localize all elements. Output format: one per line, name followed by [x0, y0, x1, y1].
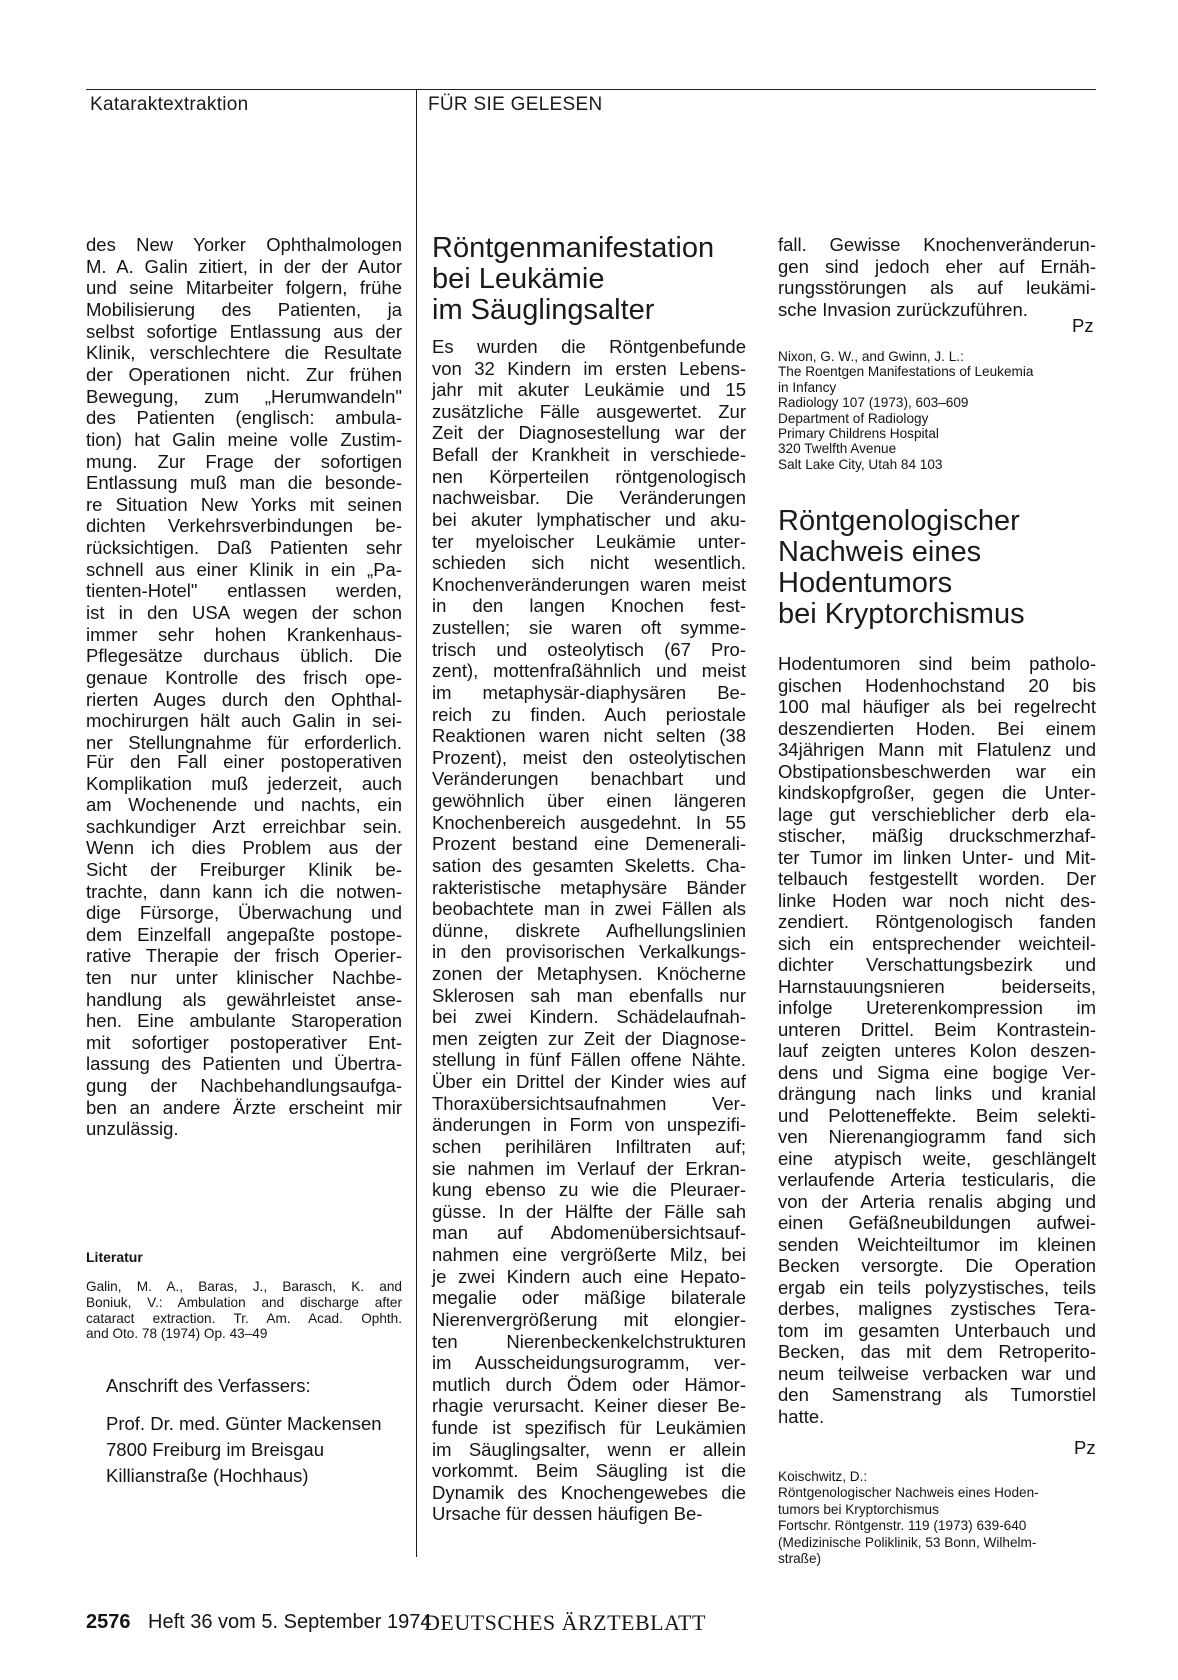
reference-line: Primary Childrens Hospital [778, 426, 939, 441]
address-line: Prof. Dr. med. Günter Mackensen [106, 1413, 382, 1434]
title-line: im Säuglingsalter [432, 294, 655, 326]
reference-line: in Infancy [778, 379, 837, 395]
body-line: bei zwei Kindern. Schädelaufnah- [432, 1006, 746, 1028]
body-line: rakteristische metaphysäre Bänder [432, 876, 746, 898]
body-line: den Samenstrang als Tumorstiel [778, 1384, 1096, 1405]
body-line: mit sofortiger postoperativer Ent- [86, 1031, 402, 1053]
body-line: hen. Eine ambulante Staroperation [86, 1010, 402, 1032]
body-line: ven Nierenangiogramm fand sich [778, 1126, 1096, 1147]
body-line: kung ebenso zu wie die Pleuraer- [432, 1179, 746, 1201]
body-line: Bewegung, zum „Herumwandeln" [86, 385, 402, 407]
title-line: Nachweis eines [778, 536, 982, 568]
body-line: neum teilweise verbacken war und [778, 1362, 1096, 1384]
address-line: Anschrift des Verfassers: [106, 1375, 311, 1396]
column-divider-left [416, 89, 417, 1557]
body-line: tion) hat Galin meine volle Zustim- [86, 428, 402, 450]
body-line: änderungen in Form von unspezifi- [432, 1114, 746, 1136]
body-line: ten Nierenbeckenkelchstrukturen [432, 1330, 746, 1352]
title-line: bei Kryptorchismus [778, 598, 1025, 630]
title-line: Röntgenologischer [778, 505, 1020, 537]
reference-line: Nixon, G. W., and Gwinn, J. L.: [778, 349, 964, 364]
body-line: stischer, mäßig druckschmerzhaf- [778, 825, 1096, 846]
reference-line: Radiology 107 (1973), 603–609 [778, 395, 969, 411]
body-line: zustellen; sie waren oft symme- [432, 617, 746, 639]
body-line: Becken, das mit dem Retroperito- [778, 1341, 1096, 1362]
body-line: Sklerosen sah man ebenfalls nur [432, 984, 746, 1006]
header-rule [86, 89, 1096, 90]
body-line: des New Yorker Ophthalmologen [86, 234, 402, 255]
body-line: mung. Zur Frage der sofortigen [86, 450, 402, 472]
body-line: dichter Verschattungsbezirk und [778, 954, 1096, 975]
body-line: deszendierten Hoden. Bei einem [778, 717, 1096, 739]
body-line: Knochenbereich ausgedehnt. In 55 [432, 811, 746, 833]
body-line: handlung als gewährleistet anse- [86, 988, 402, 1010]
body-line: trisch und osteolytisch (67 Pro- [432, 638, 746, 660]
body-line: sation des gesamten Skeletts. Cha- [432, 854, 746, 876]
body-line: beobachtete man in zwei Fällen als [432, 898, 746, 920]
body-line: dem Einzelfall angepaßte postope- [86, 923, 402, 945]
body-line: gung der Nachbehandlungsaufga- [86, 1075, 402, 1096]
body-line: Thoraxübersichtsaufnahmen Ver- [432, 1092, 746, 1114]
body-line: gischen Hodenhochstand 20 bis [778, 674, 1096, 696]
body-line: verlaufende Arteria testicularis, die [778, 1169, 1096, 1190]
body-line: Knochenveränderungen waren meist [432, 573, 746, 595]
body-line: und seine Mitarbeiter folgern, frühe [86, 277, 402, 299]
body-line: sche Invasion zurückzuführen. [778, 298, 1028, 320]
body-line: von der Arteria renalis abging und [778, 1190, 1096, 1212]
body-line: ben an andere Ärzte erscheint mir [86, 1096, 402, 1118]
body-line: Komplikation muß jederzeit, auch [86, 772, 402, 794]
reference-line: straße) [778, 1551, 822, 1566]
body-line: und Pelotteneffekte. Beim selekti- [778, 1104, 1096, 1126]
body-line: fall. Gewisse Knochenveränderun- [778, 234, 1096, 255]
body-line: unzulässig. [86, 1118, 179, 1140]
literatur-heading: Literatur [86, 1249, 143, 1265]
journal-name: DEUTSCHES ÄRZTEBLATT [424, 1610, 706, 1635]
title-line: Röntgenmanifestation [432, 232, 715, 264]
body-line: nachweisbar. Die Veränderungen [432, 487, 746, 509]
reference-line: Fortschr. Röntgenstr. 119 (1973) 639-640 [778, 1518, 1027, 1534]
body-line: Wenn ich dies Problem aus der [86, 837, 402, 859]
body-line: der Operationen nicht. Zur frühen [86, 363, 402, 385]
reference-line: Koischwitz, D.: [778, 1469, 868, 1484]
body-line: Mobilisierung des Patienten, ja [86, 298, 402, 320]
body-line: zent), mottenfraßähnlich und meist [432, 660, 746, 682]
body-line: rungsstörungen als auf leukämi- [778, 277, 1096, 299]
header-section-left: Kataraktextraktion [90, 94, 249, 115]
body-line: zusätzliche Fälle ausgewertet. Zur [432, 400, 746, 422]
body-line: Zeit der Diagnosestellung war der [432, 422, 746, 444]
body-line: eine atypisch weite, geschlängelt [778, 1147, 1096, 1169]
reference-line: Boniuk, V.: Ambulation and discharge after [86, 1294, 402, 1310]
body-line: dünne, diskrete Aufhellungslinien [432, 919, 746, 941]
body-line: ten nur unter klinischer Nachbe- [86, 967, 402, 988]
reference-line: Department of Radiology [778, 410, 929, 426]
body-line: einen Gefäßneubildungen aufwei- [778, 1212, 1096, 1233]
body-line: schnell aus einer Klinik in ein „Pa- [86, 558, 402, 580]
reference-line: The Roentgen Manifestations of Leukemia [778, 364, 1034, 380]
body-line: Harnstauungsnieren beiderseits, [778, 975, 1096, 997]
body-line: Prozent), meist den osteolytischen [432, 746, 746, 768]
body-line: schieden sich nicht wesentlich. [432, 552, 746, 574]
body-line: Entlassung muß man die besonde- [86, 472, 402, 494]
body-line: stellung in fünf Fällen offene Nähte. [432, 1049, 746, 1071]
reference-line: Galin, M. A., Baras, J., Barasch, K. and [86, 1279, 402, 1294]
issue-info: Heft 36 vom 5. September 1974 [148, 1611, 432, 1633]
body-line: in den provisorischen Verkalkungs- [432, 941, 746, 963]
body-line: am Wochenende und nachts, ein [86, 794, 402, 816]
body-line: Hodentumoren sind beim patholo- [778, 653, 1096, 674]
body-line: Über ein Drittel der Kinder wies auf [432, 1071, 746, 1093]
body-line: mochirurgen hält auch Galin in sei- [86, 710, 402, 732]
body-line: vorkommt. Beim Säugling ist die [432, 1460, 746, 1482]
reference-line: tumors bei Kryptorchismus [778, 1501, 939, 1517]
body-line: genaue Kontrolle des frisch ope- [86, 667, 402, 688]
body-line: güsse. In der Hälfte der Fälle sah [432, 1200, 746, 1222]
reference-line: 320 Twelfth Avenue [778, 441, 897, 457]
body-line: lage gut verschieblicher derb ela- [778, 803, 1096, 825]
body-line: dens und Sigma eine bogige Ver- [778, 1061, 1096, 1083]
reference-line: cataract extraction. Tr. Am. Acad. Ophth. [86, 1310, 402, 1326]
body-line: zonen der Metaphysen. Knöcherne [432, 962, 746, 984]
body-line: ner Stellungnahme für erforderlich. [86, 731, 402, 753]
body-line: rücksichtigen. Daß Patienten sehr [86, 537, 402, 559]
reference-line: (Medizinische Poliklinik, 53 Bonn, Wilhelm- [778, 1534, 1037, 1550]
body-line: von 32 Kindern im ersten Lebens- [432, 357, 746, 379]
body-line: Pflegesätze durchaus üblich. Die [86, 645, 402, 667]
body-line: sachkundiger Arzt erreichbar sein. [86, 815, 402, 837]
body-line: drängung nach links und kranial [778, 1083, 1096, 1104]
body-line: senden Weichteiltumor im kleinen [778, 1233, 1096, 1255]
body-line: des Patienten (englisch: ambula- [86, 407, 402, 429]
body-line: Becken versorgte. Die Operation [778, 1255, 1096, 1276]
body-line: rative Therapie der frisch Operier- [86, 945, 402, 967]
reference-line: Salt Lake City, Utah 84 103 [778, 456, 943, 472]
body-line: Veränderungen benachbart und [432, 768, 746, 790]
body-line: sie nahmen im Verlauf der Erkran- [432, 1157, 746, 1179]
body-line: sich ein entsprechender weichteil- [778, 932, 1096, 954]
body-line: Prozent bestand eine Demenerali- [432, 833, 746, 855]
body-line: tienten-Hotel" entlassen werden, [86, 580, 402, 602]
body-line: lassung des Patienten und Übertra- [86, 1053, 402, 1075]
body-line: infolge Ureterenkompression im [778, 997, 1096, 1018]
body-line: 34jährigen Mann mit Flatulenz und [778, 739, 1096, 760]
address-line: Killianstraße (Hochhaus) [106, 1465, 309, 1486]
body-line: Ursache für dessen häufigen Be- [432, 1503, 703, 1525]
body-line: megalie oder mäßige bilaterale [432, 1287, 746, 1309]
body-line: ter myeloischer Leukämie unter- [432, 530, 746, 552]
body-line: Befall der Krankheit in verschiede- [432, 444, 746, 466]
body-line: dige Fürsorge, Überwachung und [86, 902, 402, 924]
body-line: funde ist spezifisch für Leukämien [432, 1417, 746, 1438]
body-line: im Säuglingsalter, wenn er allein [432, 1438, 746, 1460]
body-line: in den langen Knochen fest- [432, 595, 746, 617]
signature-pz-1: Pz [1072, 315, 1094, 336]
body-line: Obstipationsbeschwerden war ein [778, 760, 1096, 782]
body-line: im metaphysär-diaphysären Be- [432, 681, 746, 703]
body-line: tom im gesamten Unterbauch und [778, 1319, 1096, 1341]
body-line: immer sehr hohen Krankenhaus- [86, 623, 402, 645]
body-line: Sicht der Freiburger Klinik be- [86, 859, 402, 880]
body-line: nen Körperteilen röntgenologisch [432, 465, 746, 487]
body-line: kindskopfgroßer, gegen die Unter- [778, 782, 1096, 803]
body-line: Reaktionen waren nicht selten (38 [432, 725, 746, 747]
body-line: nahmen eine vergrößerte Milz, bei [432, 1244, 746, 1266]
signature-pz-2: Pz [1074, 1437, 1096, 1458]
body-line: ter Tumor im linken Unter- und Mit- [778, 846, 1096, 868]
body-line: M. A. Galin zitiert, in der der Autor [86, 255, 402, 277]
body-line: ergab ein teils polyzystisches, teils [778, 1276, 1096, 1298]
body-line: 100 mal häufiger als bei regelrecht [778, 696, 1096, 717]
body-line: re Situation New Yorks mit seinen [86, 493, 402, 515]
body-line: men zeigten zur Zeit der Diagnose- [432, 1027, 746, 1049]
body-line: rierten Auges durch den Ophthal- [86, 688, 402, 710]
body-line: reich zu finden. Auch periostale [432, 703, 746, 725]
body-line: Nierenvergrößerung mit elongier- [432, 1308, 746, 1330]
body-line: bei akuter lymphatischer und aku- [432, 508, 746, 530]
body-line: gen sind jedoch eher auf Ernäh- [778, 255, 1096, 277]
body-line: Es wurden die Röntgenbefunde [432, 336, 746, 357]
body-line: ist in den USA wegen der schon [86, 602, 402, 624]
body-line: lauf zeigten unteres Kolon deszen- [778, 1040, 1096, 1061]
body-line: schen perihilären Infiltraten auf; [432, 1135, 746, 1157]
body-line: selbst sofortige Entlassung aus der [86, 320, 402, 342]
body-line: je zwei Kindern auch eine Hepato- [432, 1265, 746, 1287]
body-line: trachte, dann kann ich die notwen- [86, 880, 402, 902]
body-line: dichten Verkehrsverbindungen be- [86, 515, 402, 537]
body-line: jahr mit akuter Leukämie und 15 [432, 379, 746, 401]
header-section-right: FÜR SIE GELESEN [428, 94, 603, 115]
body-line: mutlich durch Ödem oder Hämor- [432, 1373, 746, 1395]
body-line: linke Hoden war noch nicht des- [778, 889, 1096, 911]
title-line: Hodentumors [778, 567, 953, 599]
body-line: derbes, malignes zystisches Tera- [778, 1298, 1096, 1319]
body-line: hatte. [778, 1405, 825, 1427]
body-line: Dynamik des Knochengewebes die [432, 1481, 746, 1503]
reference-line: and Oto. 78 (1974) Op. 43–49 [86, 1326, 268, 1342]
body-line: gewöhnlich über einen längeren [432, 790, 746, 812]
title-line: bei Leukämie [432, 263, 605, 295]
body-line: Klinik, verschlechtere die Resultate [86, 342, 402, 364]
page-number: 2576 [86, 1611, 131, 1633]
body-line: im Ausscheidungsurogramm, ver- [432, 1352, 746, 1374]
address-line: 7800 Freiburg im Breisgau [106, 1439, 324, 1460]
body-line: telbauch festgestellt worden. Der [778, 868, 1096, 889]
reference-line: Röntgenologischer Nachweis eines Hoden- [778, 1485, 1039, 1501]
body-line: rhagie verursacht. Keiner dieser Be- [432, 1395, 746, 1417]
body-line: Für den Fall einer postoperativen [86, 751, 402, 772]
body-line: unteren Drittel. Beim Kontrastein- [778, 1018, 1096, 1040]
body-line: man auf Abdomenübersichtsauf- [432, 1222, 746, 1244]
body-line: zendiert. Röntgenologisch fanden [778, 911, 1096, 932]
